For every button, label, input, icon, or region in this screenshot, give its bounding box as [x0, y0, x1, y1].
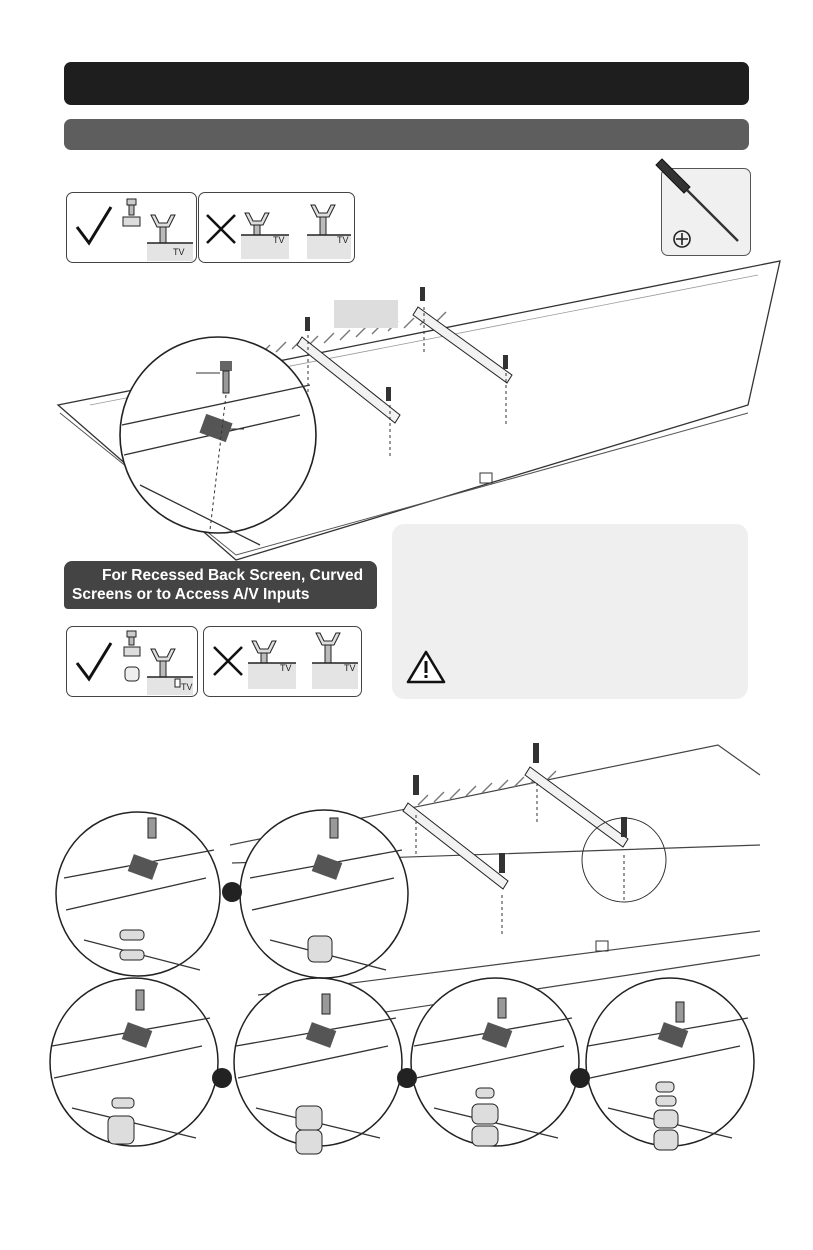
- tv-label: TV: [181, 682, 193, 692]
- detail-circles: [0, 790, 813, 1250]
- legend-wrong-bottom: [203, 626, 362, 697]
- tv-label: TV: [280, 663, 292, 673]
- recessed-tab-line2: Screens or to Access A/V Inputs: [72, 586, 310, 603]
- check-icon: [67, 627, 197, 696]
- tv-label: TV: [173, 247, 185, 257]
- tv-label: TV: [273, 235, 285, 245]
- recessed-tab-line1: For Recessed Back Screen, Curved: [102, 567, 364, 584]
- tv-label: TV: [344, 663, 356, 673]
- subtitle-bar: [64, 119, 749, 150]
- tv-label: TV: [337, 235, 349, 245]
- tool-box: [661, 168, 751, 256]
- screwdriver-icon: [662, 169, 750, 255]
- title-bar: [64, 62, 749, 105]
- legend-correct-bottom: [66, 626, 198, 697]
- legend-correct-top: [66, 192, 197, 263]
- note-box: [392, 524, 748, 699]
- warning-icon: [406, 650, 446, 684]
- tv-back-illustration-top: [0, 255, 813, 555]
- cross-icon: [199, 193, 354, 262]
- legend-wrong-top: [198, 192, 355, 263]
- recessed-screen-tab: [64, 561, 377, 609]
- cross-icon: [204, 627, 361, 696]
